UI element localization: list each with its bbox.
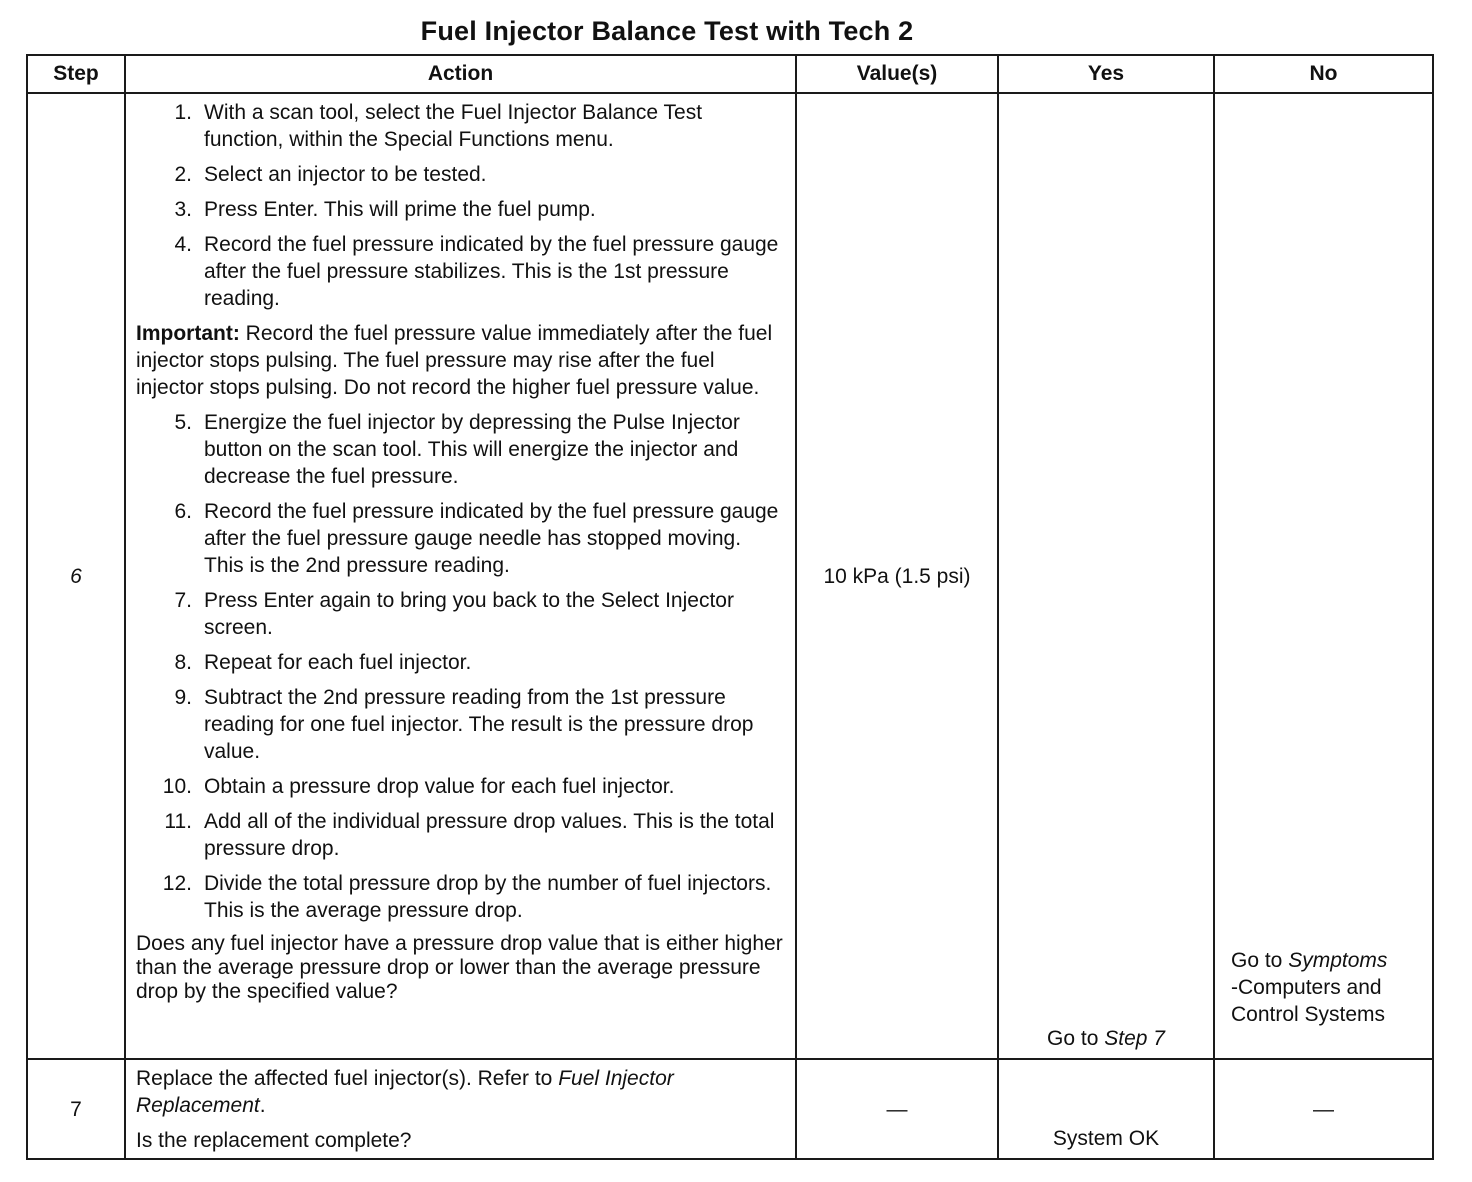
substep-number: 2. bbox=[174, 163, 192, 186]
substep-number: 9. bbox=[174, 686, 192, 709]
header-step: Step bbox=[27, 55, 125, 93]
header-value: Value(s) bbox=[796, 55, 998, 93]
step-6-question: Does any fuel injector have a pressure drop value that is either higher than the average pressure drop or lower than the average pressure drop by the specified value? bbox=[136, 932, 783, 1003]
substep-text: Record the fuel pressure indicated by the fuel pressure gauge after the fuel pressure gauge needle has stopped moving. This is the 2nd pressure reading. bbox=[204, 500, 779, 577]
header-row bbox=[27, 55, 1433, 93]
step-6-no-prefix: Go to bbox=[1231, 949, 1283, 972]
list-item bbox=[136, 99, 783, 153]
substep-text: Add all of the individual pressure drop values. This is the total pressure drop. bbox=[204, 810, 775, 860]
list-item bbox=[136, 684, 783, 765]
substep-number: 8. bbox=[174, 651, 192, 674]
page-title: Fuel Injector Balance Test with Tech 2 bbox=[420, 16, 914, 46]
header-action: Action bbox=[125, 55, 796, 93]
substep-text: With a scan tool, select the Fuel Injector Balance Test function, within the Special Functions menu. bbox=[204, 101, 703, 151]
substep-number: 10. bbox=[162, 775, 192, 798]
step-6-substeps-b bbox=[136, 409, 783, 924]
list-item bbox=[136, 808, 783, 862]
step-6-value: 10 kPa (1.5 psi) bbox=[796, 93, 998, 1059]
step-7-no bbox=[1214, 1059, 1433, 1159]
substep-text: Obtain a pressure drop value for each fuel injector. bbox=[204, 775, 675, 798]
step-7-action bbox=[125, 1059, 796, 1159]
substep-number: 7. bbox=[174, 589, 192, 612]
step-6-yes-link[interactable]: Step 7 bbox=[1104, 1027, 1165, 1050]
step-6-no-rest: -Computers and Control Systems bbox=[1231, 976, 1386, 1026]
substep-text: Record the fuel pressure indicated by the fuel pressure gauge after the fuel pressure stabilizes. This is the 1st pressure reading. bbox=[204, 233, 779, 310]
list-item bbox=[136, 161, 783, 188]
step-6-no-link[interactable]: Symptoms bbox=[1288, 949, 1388, 972]
substep-text: Repeat for each fuel injector. bbox=[204, 651, 472, 674]
substep-text: Press Enter. This will prime the fuel pump. bbox=[204, 198, 596, 221]
step-7-yes: System OK bbox=[998, 1059, 1214, 1159]
list-item bbox=[136, 870, 783, 924]
important-label: Important: bbox=[136, 322, 240, 345]
list-item bbox=[136, 231, 783, 312]
step-7-value-dash: — bbox=[886, 1097, 908, 1121]
procedure-table bbox=[26, 54, 1434, 1160]
step-7-action-suffix: . bbox=[259, 1094, 266, 1117]
substep-number: 5. bbox=[174, 411, 192, 434]
important-note bbox=[136, 320, 783, 401]
list-item bbox=[136, 409, 783, 490]
step-7-instruction bbox=[136, 1065, 783, 1119]
substep-text: Select an injector to be tested. bbox=[204, 163, 487, 186]
substep-number: 3. bbox=[174, 198, 192, 221]
substep-text: Press Enter again to bring you back to the Select Injector screen. bbox=[204, 589, 734, 639]
substep-number: 6. bbox=[174, 500, 192, 523]
step-7-action-prefix: Replace the affected fuel injector(s). Refer to bbox=[136, 1067, 553, 1090]
step-6-yes bbox=[998, 93, 1214, 1059]
list-item bbox=[136, 498, 783, 579]
header-no: No bbox=[1214, 55, 1433, 93]
list-item bbox=[136, 773, 783, 800]
step-7-no-dash: — bbox=[1313, 1097, 1334, 1121]
step-7-value bbox=[796, 1059, 998, 1159]
step-6-no bbox=[1214, 93, 1433, 1059]
step-6-number: 6 bbox=[27, 93, 125, 1059]
header-yes: Yes bbox=[998, 55, 1214, 93]
list-item bbox=[136, 587, 783, 641]
step-6-substeps-a bbox=[136, 99, 783, 312]
substep-text: Energize the fuel injector by depressing the Pulse Injector button on the scan tool. This will energize the injector and decrease the fuel pressure. bbox=[204, 411, 740, 488]
table-row-step-6 bbox=[27, 93, 1433, 1059]
step-7-number: 7 bbox=[27, 1059, 125, 1159]
step-6-yes-prefix: Go to bbox=[1047, 1027, 1099, 1050]
substep-number: 12. bbox=[162, 872, 192, 895]
substep-number: 4. bbox=[174, 233, 192, 256]
important-text: Record the fuel pressure value immediately after the fuel injector stops pulsing. The fuel pressure may rise after the fuel injector stops pulsing. Do not record the higher fuel pressure value. bbox=[136, 322, 773, 399]
substep-number: 11. bbox=[164, 810, 192, 833]
list-item bbox=[136, 649, 783, 676]
substep-number: 1. bbox=[174, 101, 192, 124]
list-item bbox=[136, 196, 783, 223]
step-6-action bbox=[125, 93, 796, 1059]
step-7-action-link[interactable]: Fuel Injector Replacement bbox=[136, 1067, 674, 1117]
substep-text: Subtract the 2nd pressure reading from the 1st pressure reading for one fuel injector. The result is the pressure drop value. bbox=[204, 686, 754, 763]
table-row-step-7 bbox=[27, 1059, 1433, 1159]
substep-text: Divide the total pressure drop by the number of fuel injectors. This is the average pressure drop. bbox=[204, 872, 772, 922]
step-7-question: Is the replacement complete? bbox=[136, 1129, 412, 1152]
